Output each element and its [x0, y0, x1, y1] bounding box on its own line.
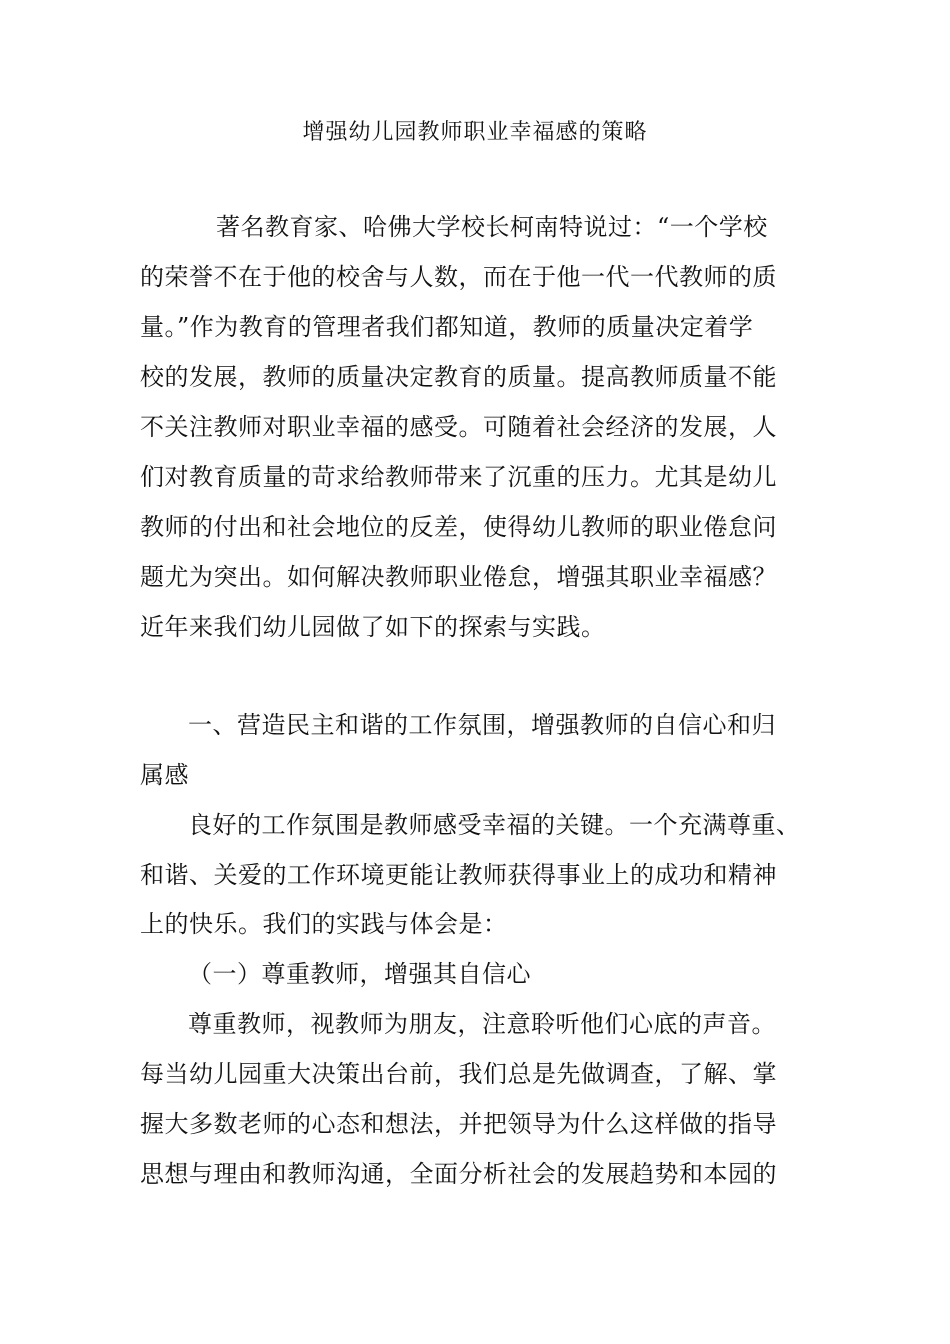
intro-line-9: 近年来我们幼儿园做了如下的探索与实践。	[140, 613, 606, 641]
intro-line-7: 教师的付出和社会地位的反差，使得幼儿教师的职业倦怠问	[140, 513, 777, 541]
intro-line-1: 著名教育家、哈佛大学校长柯南特说过：“一个学校	[216, 213, 768, 241]
section-heading-line-1: 一、营造民主和谐的工作氛围，增强教师的自信心和归	[188, 711, 776, 739]
intro-line-4: 校的发展，教师的质量决定教育的质量。提高教师质量不能	[140, 363, 777, 391]
body-line-4: 尊重教师，视教师为朋友，注意聆听他们心底的声音。	[188, 1010, 776, 1038]
body-line-3: 上的快乐。我们的实践与体会是：	[140, 910, 508, 938]
body-line-1: 良好的工作氛围是教师感受幸福的关键。一个充满尊重、	[188, 811, 801, 839]
body-line-5: 每当幼儿园重大决策出台前，我们总是先做调查，了解、掌	[140, 1060, 777, 1088]
body-line-7: 思想与理由和教师沟通，全面分析社会的发展趋势和本园的	[140, 1160, 777, 1188]
intro-line-5: 不关注教师对职业幸福的感受。可随着社会经济的发展，人	[140, 413, 777, 441]
body-line-2: 和谐、关爱的工作环境更能让教师获得事业上的成功和精神	[140, 861, 777, 889]
subsection-heading: （一）尊重教师，增强其自信心	[188, 960, 531, 988]
section-heading-line-2: 属感	[140, 761, 189, 789]
intro-line-3: 量。”作为教育的管理者我们都知道，教师的质量决定着学	[140, 313, 754, 341]
document-title: 增强幼儿园教师职业幸福感的策略	[302, 120, 648, 145]
intro-line-8: 题尤为突出。如何解决教师职业倦怠，增强其职业幸福感？	[140, 563, 777, 591]
intro-line-6: 们对教育质量的苛求给教师带来了沉重的压力。尤其是幼儿	[140, 463, 777, 491]
body-line-6: 握大多数老师的心态和想法，并把领导为什么这样做的指导	[140, 1110, 777, 1138]
intro-line-2: 的荣誉不在于他的校舍与人数，而在于他一代一代教师的质	[140, 263, 777, 291]
